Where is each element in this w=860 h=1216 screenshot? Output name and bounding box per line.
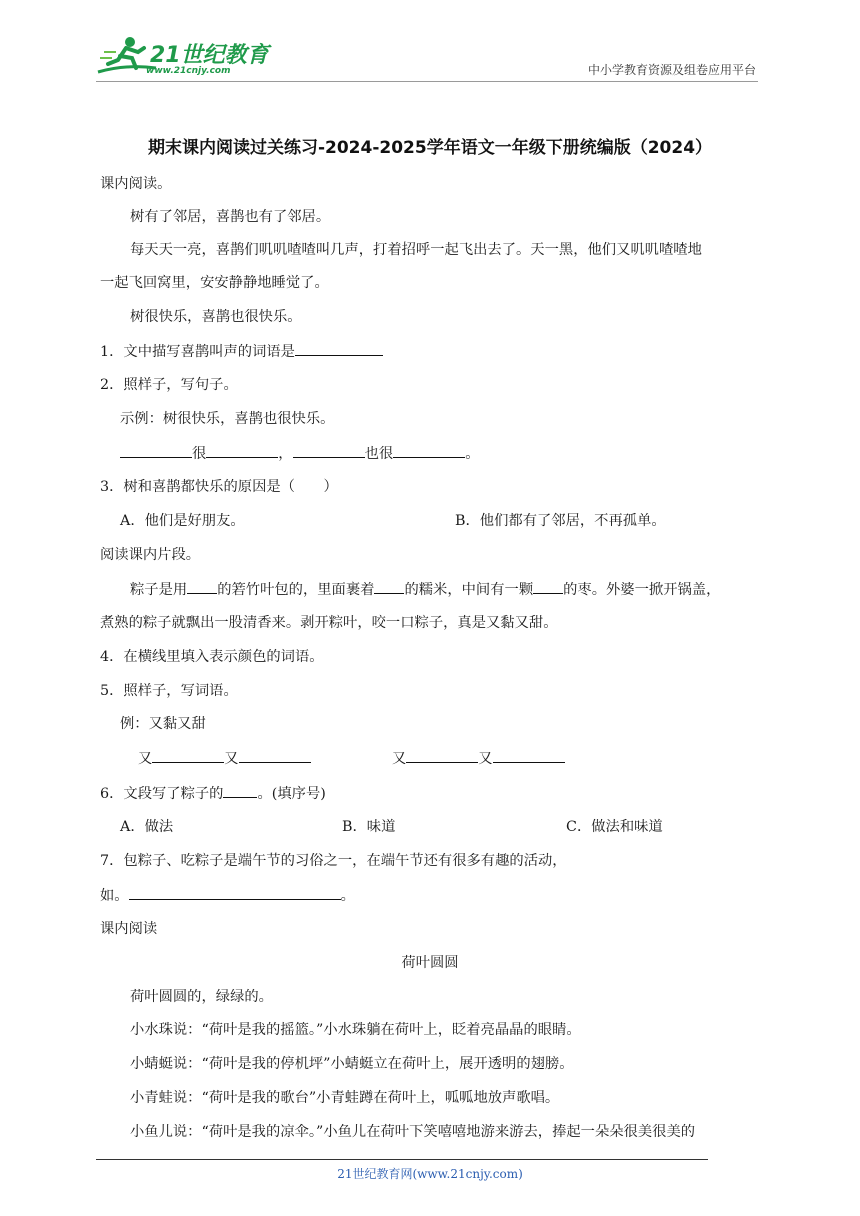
- question-6: 6．文段写了粽子的 。(填序号): [100, 783, 326, 804]
- answer-blank[interactable]: [206, 443, 278, 458]
- example-text: 例：又黏又甜: [120, 716, 206, 732]
- poem-line: 荷叶圆圆的，绿绿的。: [130, 989, 273, 1005]
- option-c[interactable]: C．做法和味道: [566, 819, 663, 835]
- answer-blank[interactable]: [493, 748, 565, 763]
- answer-blank[interactable]: [295, 341, 383, 356]
- logo-text: 21世纪教育: [150, 43, 269, 68]
- question-3: 3．树和喜鹊都快乐的原因是（ ）: [100, 479, 338, 495]
- footer-link[interactable]: 21世纪教育网(www.21cnjy.com): [337, 1167, 523, 1181]
- header-divider: [96, 81, 758, 82]
- poem-line: 小蜻蜓说：“荷叶是我的停机坪”小蜻蜓立在荷叶上，展开透明的翅膀。: [130, 1056, 574, 1072]
- answer-blank[interactable]: [129, 885, 341, 900]
- sentence-template: 很 ， 也很 。: [120, 443, 479, 464]
- page-header: [0, 0, 860, 90]
- answer-blank[interactable]: [187, 579, 217, 594]
- question-5: 5．照样子，写词语。: [100, 683, 238, 699]
- answer-blank[interactable]: [223, 783, 257, 798]
- poem-line: 小青蛙说：“荷叶是我的歌台”小青蛙蹲在荷叶上，呱呱地放声歌唱。: [130, 1090, 560, 1106]
- option-b[interactable]: B．他们都有了邻居，不再孤单。: [455, 513, 666, 529]
- option-a[interactable]: A．做法: [120, 819, 174, 835]
- answer-blank[interactable]: [374, 579, 404, 594]
- answer-blank[interactable]: [406, 748, 478, 763]
- answer-blank[interactable]: [120, 443, 192, 458]
- answer-blank[interactable]: [239, 748, 311, 763]
- option-a[interactable]: A．他们是好朋友。: [120, 513, 245, 529]
- passage-line: 树有了邻居，喜鹊也有了邻居。: [130, 209, 331, 225]
- passage-line: 每天天一亮，喜鹊们叽叽喳喳叫几声，打着招呼一起飞出去了。天一黑，他们又叽叽喳喳地: [130, 242, 702, 258]
- poem-line: 小水珠说：“荷叶是我的摇篮。”小水珠躺在荷叶上，眨着亮晶晶的眼睛。: [130, 1022, 581, 1038]
- passage-line: 树很快乐，喜鹊也很快乐。: [130, 309, 302, 325]
- question-4: 4．在横线里填入表示颜色的词语。: [100, 649, 324, 665]
- question-7: 7．包粽子、吃粽子是端午节的习俗之一，在端午节还有很多有趣的活动，: [100, 853, 567, 869]
- option-b[interactable]: B．味道: [342, 819, 396, 835]
- passage-line: 煮熟的粽子就飘出一股清香来。剥开粽叶，咬一口粽子，真是又黏又甜。: [100, 615, 558, 631]
- answer-blank[interactable]: [152, 748, 224, 763]
- section-heading: 课内阅读: [100, 921, 158, 937]
- section-heading: 课内阅读。: [100, 176, 172, 192]
- poem-title: 荷叶圆圆: [401, 955, 459, 971]
- answer-blank[interactable]: [293, 443, 365, 458]
- question-2: 2．照样子，写句子。: [100, 377, 238, 393]
- answer-blank[interactable]: [393, 443, 465, 458]
- passage-line: 粽子是用 的箬竹叶包的，里面裹着 的糯米，中间有一颗 的枣。外婆一掀开锅盖，: [130, 579, 720, 600]
- answer-blank[interactable]: [533, 579, 563, 594]
- section-heading: 阅读课内片段。: [100, 547, 201, 563]
- platform-name: 中小学教育资源及组卷应用平台: [587, 63, 756, 77]
- page-title: 期末课内阅读过关练习-2024-2025学年语文一年级下册统编版（2024）: [147, 138, 713, 158]
- poem-line: 小鱼儿说：“荷叶是我的凉伞。”小鱼儿在荷叶下笑嘻嘻地游来游去，捧起一朵朵很美很美的: [130, 1124, 696, 1140]
- question-7-answer: 如。 。: [100, 885, 355, 906]
- logo-url: www.21cnjy.com: [146, 66, 231, 76]
- question-text: 1．文中描写喜鹊叫声的词语是: [100, 344, 295, 360]
- word-template: 又 又: [392, 748, 565, 769]
- word-template: 又 又: [138, 748, 311, 769]
- passage-line: 一起飞回窝里，安安静静地睡觉了。: [100, 275, 329, 291]
- footer-divider: [96, 1159, 708, 1160]
- question-1: [100, 341, 383, 362]
- example-text: 示例：树很快乐，喜鹊也很快乐。: [120, 411, 335, 427]
